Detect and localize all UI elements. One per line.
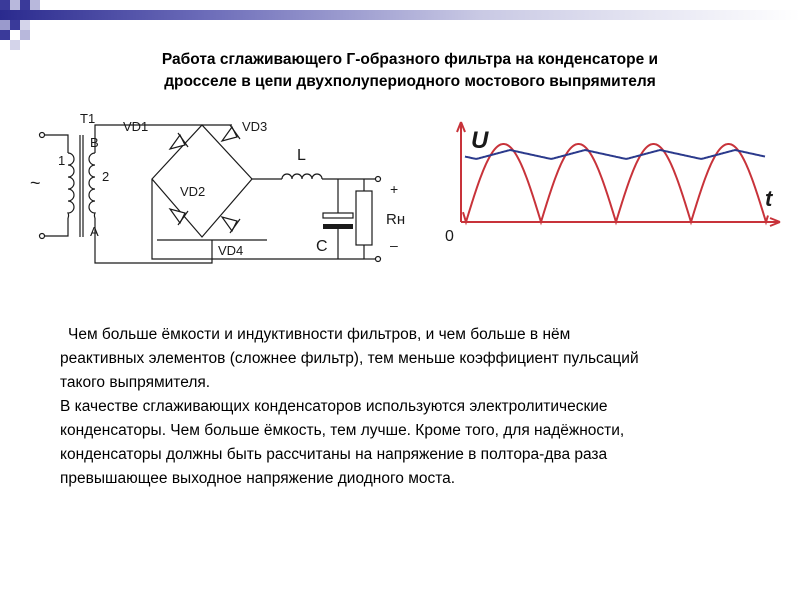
label-vd3: VD3 [242,119,268,134]
waveform-axes [457,122,780,226]
bridge-left-node [152,125,252,237]
capacitor-plate-bottom [323,224,353,229]
input-terminal-bottom [40,234,45,239]
label-plus: + [390,181,399,197]
paragraph-1 [60,323,780,395]
output-terminal-bottom [376,257,381,262]
diode-vd1 [170,133,188,149]
primary-winding [68,153,74,218]
checker-squares [0,0,40,50]
label-inductor: L [297,147,306,164]
paragraph-2-line-2: конденсаторы. Чем больше ёмкость, тем лучше. Кроме того, для надёжности, [60,422,625,439]
label-winding-1: 1 [58,153,66,168]
capacitor-plate-top [323,213,353,218]
waveform-graph [435,110,790,250]
title-line-2: дросселе в цепи двухполупериодного мостового выпрямителя [164,73,656,90]
slide-title [60,49,760,93]
paragraph-1-line-1: Чем больше ёмкости и индуктивности фильтров, и чем больше в нём [68,326,571,343]
label-vd2: VD2 [180,184,206,199]
diode-vd4 [222,217,240,233]
filtered-voltage-curve [465,150,765,159]
label-terminal-a: A [90,224,99,239]
label-t1: T1 [80,111,96,126]
paragraph-2-line-3: конденсаторы должны быть рассчитаны на напряжение в полтора-два раза [60,446,608,463]
x-axis-label: t [765,186,773,211]
label-winding-2: 2 [102,169,110,184]
origin-label: 0 [445,228,454,245]
label-capacitor: C [316,238,328,255]
input-terminal-top [40,133,45,138]
paragraph-2-line-4: превышающее выходное напряжение диодного моста. [60,470,456,487]
paragraph-1-line-2: реактивных элементов (сложнее фильтр), тем меньше коэффициент пульсаций [60,350,639,367]
label-minus: – [390,237,398,253]
rectifier-circuit-diagram [20,105,420,275]
output-terminal-top [376,177,381,182]
load-resistor [356,191,372,245]
diode-vd3 [222,125,240,141]
paragraph-1-line-3: такого выпрямителя. [60,374,211,391]
title-line-1: Работа сглаживающего Г-образного фильтра на конденсаторе и [161,51,659,68]
y-axis-label: U [471,127,489,154]
label-resistor: Rн [386,211,406,228]
secondary-winding [89,153,95,218]
paragraph-2 [60,395,780,491]
label-vd4: VD4 [218,243,244,258]
top-gradient-bar [0,10,800,20]
inductor-coil [282,174,322,179]
paragraph-2-line-1: В качестве сглаживающих конденсаторов используются электролитические [60,398,608,415]
label-vd1: VD1 [123,119,149,134]
label-ac: ~ [30,173,41,193]
body-text [60,323,780,491]
label-terminal-b: B [90,135,99,150]
